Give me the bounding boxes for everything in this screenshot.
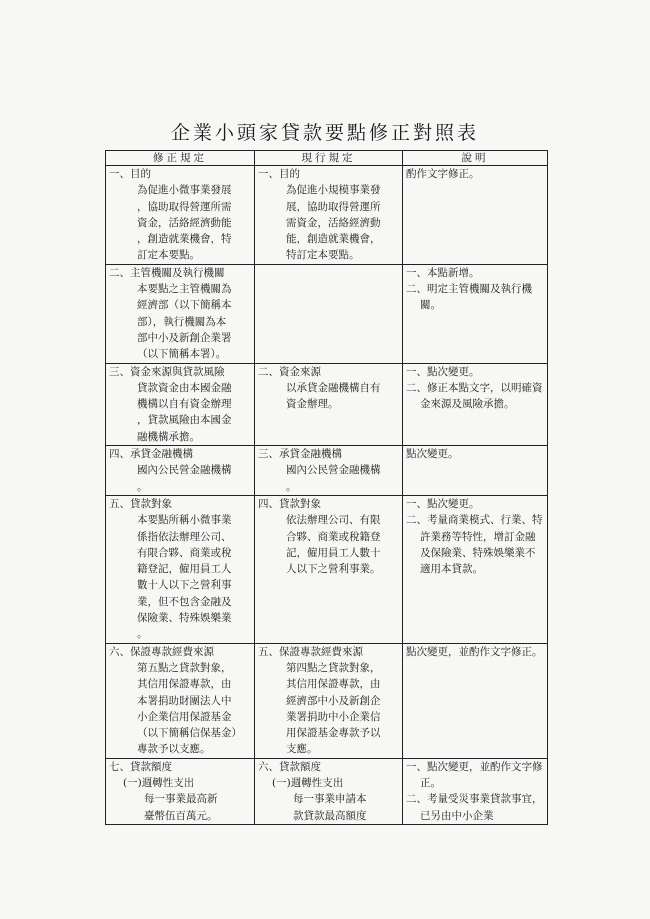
revised-cell [106, 166, 255, 265]
item-heading: 一、目的 [258, 168, 300, 180]
explanation-note: 一、點次變更。 [406, 497, 480, 510]
explanation-note: 一、點次變更。 [406, 365, 480, 378]
item-heading: 四、承貸金融機構 [109, 448, 193, 461]
item-text: 為促進小規模事業發 展，協助取得營運所 需資金，活絡經濟動 能，創造就業機會， 特訂定本要點。 [286, 184, 381, 262]
comparison-table [105, 150, 548, 825]
table-row [106, 363, 548, 445]
current-cell [255, 446, 403, 496]
revised-cell [106, 495, 255, 643]
header-revised: 修正規定 [106, 151, 255, 166]
item-text: 為促進小微事業發展 ，協助取得營運所需 資金，活絡經濟動能 ，創造就業機會，特 訂定本要點。 [137, 184, 232, 262]
item-heading: 五、貸款對象 [109, 497, 172, 510]
explanation-note: 一、本點新增。 [406, 266, 480, 279]
current-cell [255, 166, 403, 265]
header-explanation: 說明 [403, 151, 548, 166]
item-text: (一)週轉性支出 每一事業最高新 臺幣伍百萬元。 [123, 776, 218, 822]
revised-cell [106, 446, 255, 496]
item-heading: 三、資金來源與貸款風險 [109, 365, 225, 378]
explanation-note: 點次變更。 [406, 448, 459, 461]
explanation-note: 一、點次變更，並酌作文字修正。 [406, 760, 543, 789]
explanation-cell [403, 446, 548, 496]
revised-cell [106, 363, 255, 445]
item-text: 依法辦理公司、有限 合夥、商業或稅籍登 記，僱用員工人數十 人以下之營利事業。 [286, 514, 381, 576]
item-heading: 三、承貸金融機構 [258, 448, 342, 461]
current-cell [255, 495, 403, 643]
table-row [106, 758, 548, 824]
table-header-row [106, 151, 548, 166]
explanation-cell [403, 495, 548, 643]
explanation-note: 二、考量商業模式、行業、特許業務等特性，增訂金融及保險業、特殊娛樂業不適用本貸款。 [406, 514, 543, 576]
item-text: 以承貸金融機構自有 資金辦理。 [286, 381, 381, 411]
table-row [106, 264, 548, 363]
table-row [106, 166, 548, 265]
item-heading: 五、保證專款經費來源 [258, 645, 363, 658]
explanation-note: 二、考量受災事業貸款事宜，已另由中小企業 [406, 793, 543, 822]
item-heading: 七、貸款額度 [109, 760, 172, 773]
table-row [106, 446, 548, 496]
item-text: 本要點所稱小微事業 係指依法辦理公司、 有限合夥、商業或稅 籍登記，僱用員工人 數十人以下之營利事 業，但不包含金融及 保險業、特殊娛樂業 。 [137, 514, 232, 641]
item-text: 國內公民營金融機構 。 [137, 464, 232, 493]
explanation-note: 點次變更，並酌作文字修正。 [406, 645, 543, 658]
item-text: 國內公民營金融機構 。 [286, 464, 381, 493]
item-heading: 六、貸款額度 [258, 760, 321, 773]
revised-cell [106, 264, 255, 363]
item-text: 第五點之貸款對象， 其信用保證專款，由 本署捐助財團法人中 小企業信用保證基金 （以下簡稱信保基金） 專款予以支應。 [137, 661, 242, 756]
item-text: 第四點之貸款對象， 其信用保證專款，由 經濟部中小及新創企 業署捐助中小企業信 用保證基金專款予以 支應。 [286, 661, 381, 756]
revised-cell [106, 643, 255, 758]
explanation-cell [403, 758, 548, 824]
item-heading: 一、目的 [109, 168, 151, 180]
page-title: 企業小頭家貸款要點修正對照表 [170, 122, 479, 144]
current-cell [255, 264, 403, 363]
current-cell [255, 643, 403, 758]
explanation-note: 二、明定主管機關及執行機關。 [406, 283, 532, 312]
explanation-cell [403, 363, 548, 445]
explanation-cell [403, 264, 548, 363]
explanation-note: 酌作文字修正。 [406, 168, 480, 180]
item-text: 貸款資金由本國金融 機構以自有資金辦理 ，貸款風險由本國金 融機構承擔。 [137, 381, 232, 443]
item-heading: 四、貸款對象 [258, 497, 321, 510]
current-cell [255, 363, 403, 445]
revised-cell [106, 758, 255, 824]
explanation-note: 二、修正本點文字，以明確資金來源及風險承擔。 [406, 381, 543, 411]
table-row [106, 495, 548, 643]
item-text: 本要點之主管機關為 經濟部（以下簡稱本 部），執行機關為本 部中小及新創企業署 （以下簡稱本署）。 [137, 283, 232, 361]
item-text: (一)週轉性支出 每一事業申請本 款貸款最高額度 [272, 776, 367, 822]
item-heading: 六、保證專款經費來源 [109, 645, 214, 658]
explanation-cell [403, 166, 548, 265]
item-heading: 二、資金來源 [258, 365, 321, 378]
current-cell [255, 758, 403, 824]
header-current: 現行規定 [255, 151, 403, 166]
explanation-cell [403, 643, 548, 758]
table-row [106, 643, 548, 758]
item-heading: 二、主管機關及執行機關 [109, 266, 225, 279]
